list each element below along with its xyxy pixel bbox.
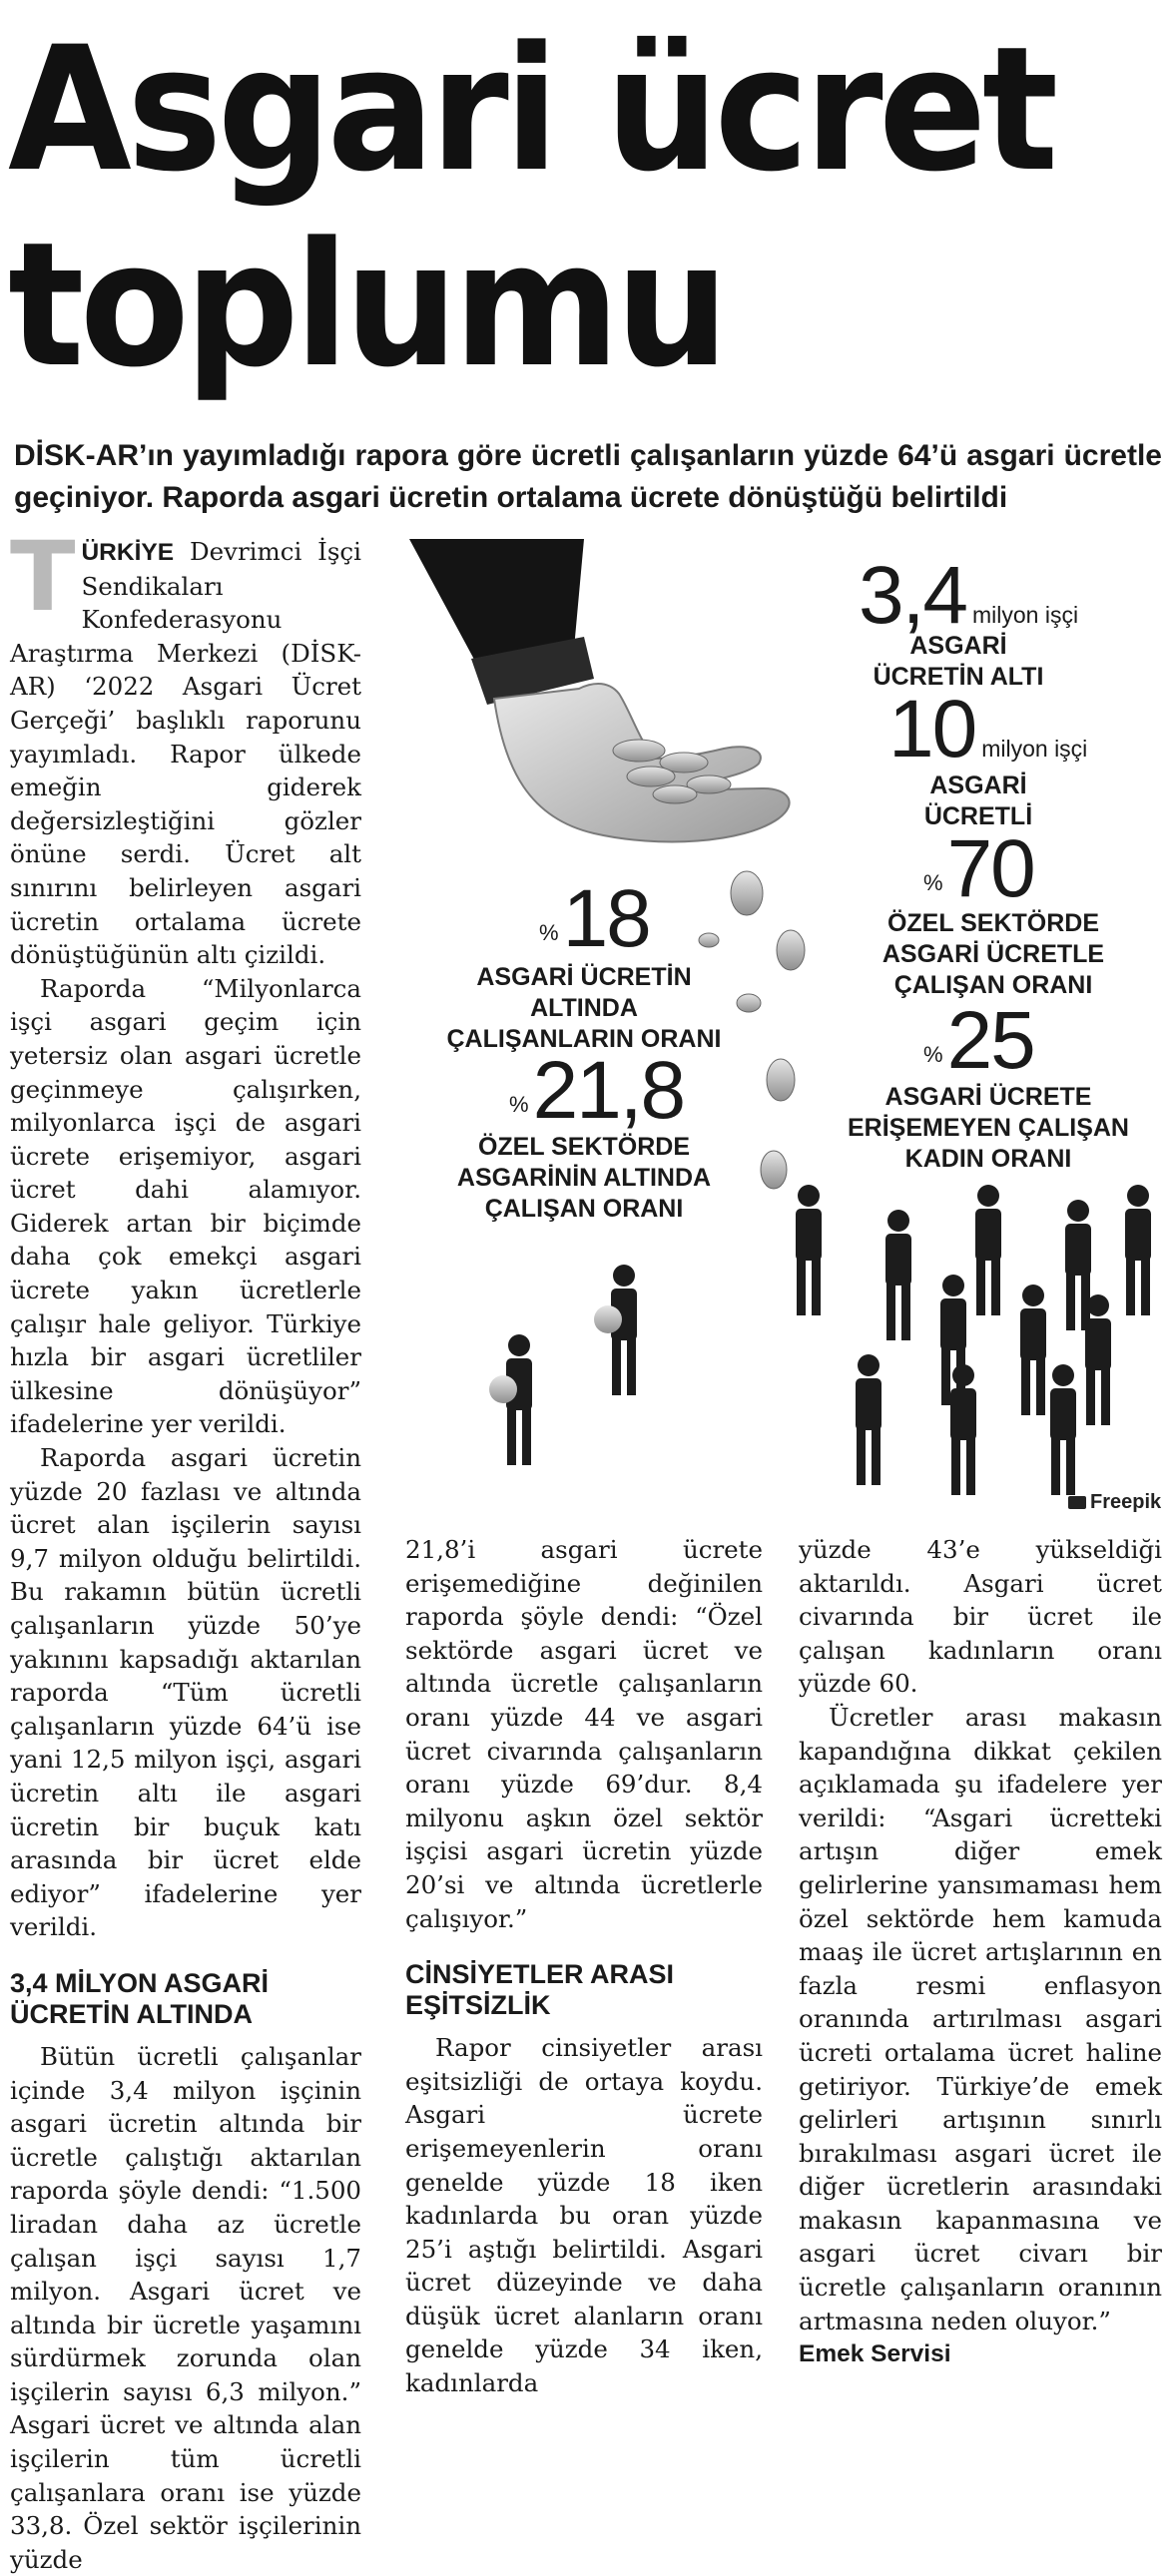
paragraph-1 [10, 521, 361, 972]
paragraph-3: Raporda asgari ücretin yüzde 20 fazlası ve altında ücret alan işçilerin sayısı 9,7 milyon olduğu belirtildi. Bu rakamın bütün ücretli çalışanların yüzde 50’ye yakınını kapsadığı aktarılan raporda “Tüm ücretli çalışanların yüzde 64’ü ise yani 12,5 milyon işçi, asgari ücretin altı ile asgari ücretin bir buçuk katı arasında bir ücret elde ediyor” ifadelerine yer verildi. [10, 1443, 361, 1942]
stat-below-18-label-wrap [439, 962, 729, 1055]
hand-icon [494, 684, 790, 841]
camera-icon [1068, 1496, 1086, 1509]
stat-value: 70 [946, 823, 1034, 914]
stat-women-25-label-wrap [819, 1082, 1158, 1175]
percent-sign: % [509, 1092, 529, 1117]
stat-label: ASGARİ ÜCRETİN ALTINDA ÇALIŞANLARIN ORANI [446, 963, 722, 1053]
stat-private-below-21-8 [509, 1045, 685, 1136]
percent-sign: % [539, 920, 559, 945]
stat-unit: milyon işçi [972, 602, 1079, 628]
kicker: ÜRKİYE [81, 539, 175, 566]
byline: Emek Servisi [799, 2340, 951, 2368]
stat-unit: milyon işçi [981, 736, 1088, 762]
stat-value: 25 [946, 995, 1034, 1086]
stat-private-sector-70 [923, 823, 1034, 914]
article-column-2 [405, 1533, 763, 2400]
paragraph-1-text: Devrimci İşçi Sendikaları Konfederasyonu Araştırma Merkezi (DİSK-AR) ‘2022 Asgari Ücret Gerçeği’ başlıklı raporunu yayımladı. Rapor ülkede emeğin giderek değersizleştiğini gözler önüne serdi. Ücret alt sınırını belirleyen asgari ücretin ortalama ücrete dönüştüğünün altı çizildi. [10, 537, 361, 970]
stat-value: 21,8 [532, 1045, 685, 1136]
workers-icon [489, 1185, 1151, 1495]
paragraph-2: Raporda “Milyonlarca işçi asgari geçim için yetersiz olan asgari ücretle geçinmeye çalışırken, milyonlarca işçi de asgari ücrete erişemiyor, asgari ücret dahi alamıyor. Giderek artan bir biçimde daha çok emekçi asgari ücrete yakın ücretlerle çalışır hale geliyor. Türkiye hızla bir asgari ücretliler ülkesine dönüşüyor” ifadelerine yer verildi. [10, 973, 361, 1439]
headline [8, 9, 1085, 405]
stat-private-sector-70-label-wrap [854, 908, 1133, 1001]
subheading-2: CİNSİYETLER ARASI EŞİTSİZLİK [405, 1959, 675, 2021]
article-column-1 [10, 521, 361, 2576]
percent-sign: % [923, 1042, 943, 1067]
headline-line-2: toplumu [8, 205, 725, 405]
deck: DİSK-AR’ın yayımladığı rapora göre ücretli çalışanların yüzde 64’ü asgari ücretle geçiniyor. Raporda asgari ücretin ortalama ücrete dönüştüğü belirtildi [14, 439, 1162, 514]
headline-line-1: Asgari ücret [8, 9, 1054, 210]
subheading-1: 3,4 MİLYON ASGARİ ÜCRETİN ALTINDA [10, 1967, 270, 2029]
stat-label: ASGARİ ÜCRETİN ALTI [873, 632, 1044, 691]
paragraph-5: 21,8’i asgari ücrete erişemediğine değinilen raporda şöyle dendi: “Özel sektörde asgari ücret ve altında ücretle çalışanların oranı yüzde 44 ve asgari ücret civarında çalışanların oranı yüzde 69’dur. 8,4 milyonu aşkın özel sektör işçisi asgari ücretin yüzde 20’si ve altında ücretlerle çalışıyor.” [405, 1535, 763, 1933]
stat-label: ASGARİ ÜCRETLİ [923, 772, 1033, 830]
stat-women-25 [923, 995, 1034, 1086]
drop-cap: T [10, 521, 76, 633]
paragraph-4: Bütün ücretli çalışanlar içinde 3,4 milyon işçinin asgari ücretin altında bir ücretle çalıştığı aktarılan raporda şöyle dendi: “1.500 liradan daha az ücretle çalışan işçi sayısı 1,7 milyon. Asgari ücret ve altında bir ücretle yaşamını sürdürmek zorunda olan işçilerin sayısı 6,3 milyon.” Asgari ücret ve altında alan işçilerin tüm ücretli çalışanlara oranı ise yüzde 33,8. Özel sektör işçilerinin yüzde [10, 2041, 361, 2574]
stat-value: 3,4 [859, 550, 966, 641]
paragraph-6: Rapor cinsiyetler arası eşitsizliği de ortaya koydu. Asgari ücrete erişemeyenlerin oranı genelde yüzde 18 iken kadınlarda bu oran yüzde 25’i aştığı belirtildi. Asgari ücret düzeyinde ve daha düşük ücret alanların oranı genelde yüzde 34 iken, kadınlarda [405, 2033, 763, 2398]
stat-below-18 [539, 873, 650, 964]
image-credit [1068, 1491, 1161, 1514]
stat-label: ÖZEL SEKTÖRDE ASGARİNİN ALTINDA ÇALIŞAN ORANI [456, 1133, 712, 1223]
stat-value: 18 [562, 873, 650, 964]
stat-private-below-21-8-label-wrap [429, 1132, 739, 1225]
paragraph-7: yüzde 43’e yükseldiği aktarıldı. Asgari ücret civarında bir ücret ile çalışan kadınların oranı yüzde 60. [799, 1535, 1162, 1699]
stat-label: ÖZEL SEKTÖRDE ASGARİ ÜCRETLE ÇALIŞAN ORANI [881, 909, 1105, 999]
percent-sign: % [923, 870, 943, 895]
stat-label: ASGARİ ÜCRETE ERİŞEMEYEN ÇALIŞAN KADIN ORANI [848, 1083, 1129, 1173]
paragraph-8: Ücretler arası makasın kapandığına dikkat çekilen açıklamada şu ifadelere yer verildi: “Asgari ücretteki artışın diğer emek gelirlerine yansımaması hem özel sektörde hem kamuda maaş ile ücret artışlarının en fazla resmi enflasyon oranında artırılması asgari ücreti ortalama ücret haline getiriyor. Türkiye’de emek gelirleri artışının sınırlı bırakılması asgari ücret ile diğer ücretlerin arasındaki makasın kapanmasına ve asgari ücret civarı bir ücretle çalışanların oranının artmasına neden oluyor.” [799, 1702, 1162, 2335]
stat-minimum-wage-earners [888, 684, 1088, 774]
credit-text: Freepik [1090, 1491, 1162, 1513]
stat-value: 10 [888, 684, 976, 774]
article-column-3 [799, 1533, 1162, 2371]
stat-below-minimum [859, 550, 1079, 641]
